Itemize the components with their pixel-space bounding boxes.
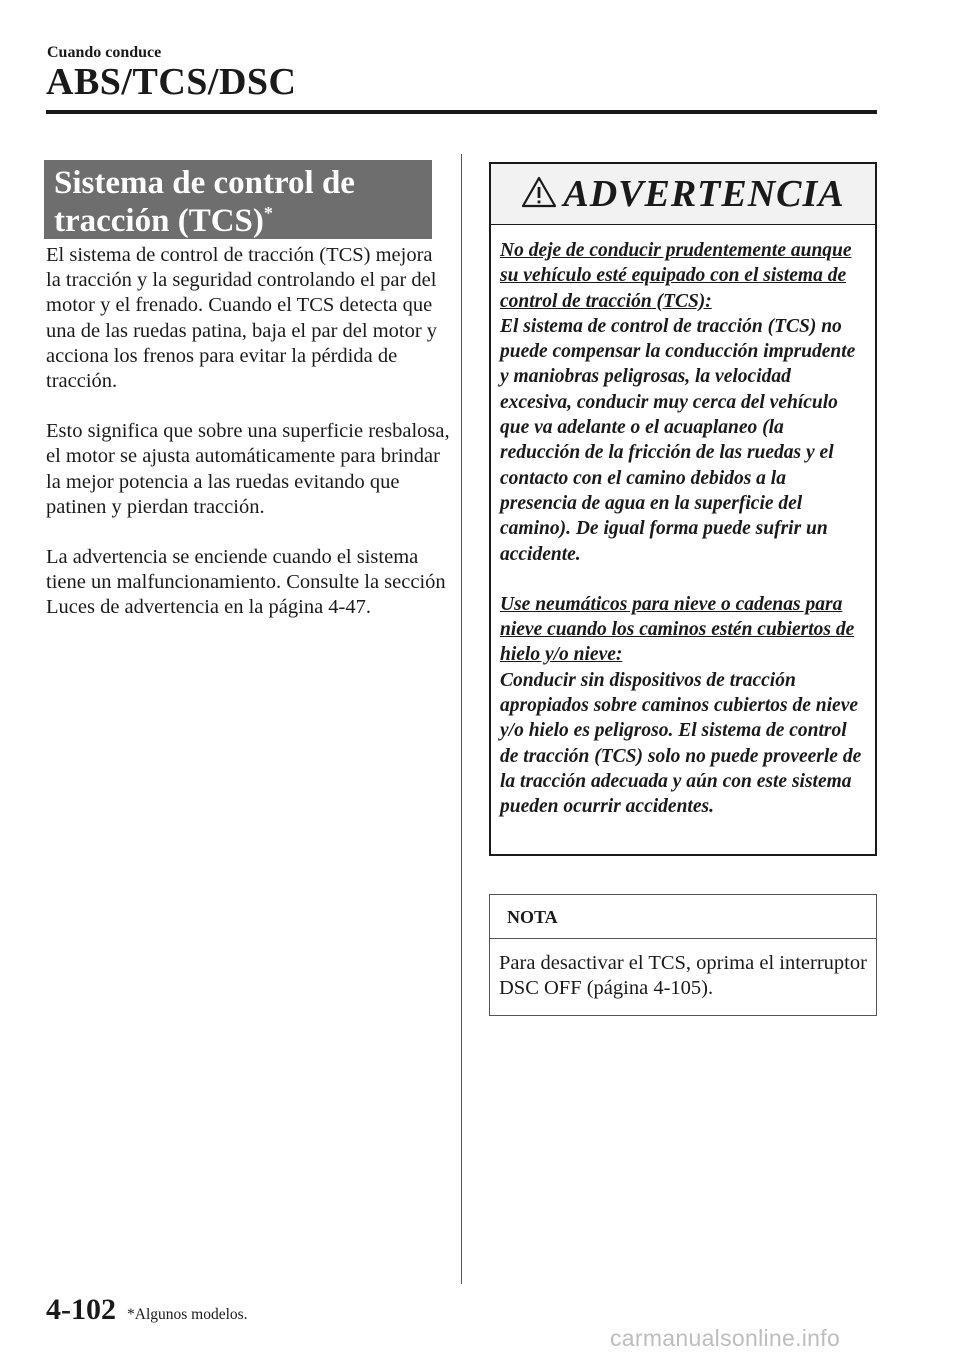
footnote-marker: * [263, 203, 273, 223]
section-title-line1: Sistema de control de [54, 165, 355, 201]
chapter-title: ABS/TCS/DSC [46, 61, 297, 103]
warning-header [491, 164, 875, 225]
column-divider [461, 154, 462, 1284]
warning-title: ADVERTENCIA [563, 173, 845, 215]
warning-triangle-icon [521, 176, 557, 213]
warning-item [500, 592, 866, 820]
warning-item-heading: Use neumáticos para nieve o cadenas para nieve cuando los caminos estén cubiertos de hielo y/o nieve: [500, 593, 855, 666]
note-text: Para desactivar el TCS, oprima el interruptor DSC OFF (página 4-105). [499, 952, 867, 1000]
body-paragraph: Esto significa que sobre una superficie resbalosa, el motor se ajusta automáticamente para brindar la mejor potencia a las ruedas evitando que patinen y pierdan tracción. [46, 420, 450, 518]
warning-item-text: El sistema de control de tracción (TCS) no puede compensar la conducción imprudente y maniobras peligrosas, la velocidad excesiva, conducir muy cerca del vehículo que va adelante o el acuaplaneo (la reducción de la fricción de las ruedas y el contacto con el camino debidos a la presencia de agua en la superficie del camino). De igual forma puede sufrir un accidente. [500, 315, 856, 565]
body-paragraph: La advertencia se enciende cuando el sistema tiene un malfuncionamiento. Consulte la sección Luces de advertencia en la página 4-47. [46, 546, 446, 619]
section-title-text: tracción (TCS) [54, 203, 264, 239]
warning-body [491, 225, 875, 820]
note-title: NOTA [490, 895, 876, 939]
warning-item-text: Conducir sin dispositivos de tracción apropiados sobre caminos cubiertos de nieve y/o hielo es peligroso. El sistema de control de tracción (TCS) solo no puede proveerle de la tracción adecuada y aún con este sistema pueden ocurrir accidentes. [500, 669, 862, 818]
page-number: 4-102 [46, 1293, 116, 1326]
warning-item-heading: No deje de conducir prudentemente aunque su vehículo esté equipado con el sistema de control de tracción (TCS): [500, 240, 852, 312]
section-title-box [44, 160, 432, 239]
warning-item [500, 238, 866, 567]
watermark: carmanualsonline.info [610, 1325, 841, 1351]
note-box [489, 894, 877, 1016]
body-paragraph: El sistema de control de tracción (TCS) mejora la tracción y la seguridad controlando el par del motor y el frenado. Cuando el TCS detecta que una de las ruedas patina, baja el par del motor y acciona los frenos para evitar la pérdida de tracción. [46, 244, 438, 393]
section-label: Cuando conduce [47, 44, 162, 61]
footnote: *Algunos modelos. [127, 1306, 248, 1323]
warning-box [489, 162, 877, 856]
header-rule [46, 110, 877, 114]
section-title-line2 [54, 202, 422, 240]
body-column [46, 243, 450, 646]
